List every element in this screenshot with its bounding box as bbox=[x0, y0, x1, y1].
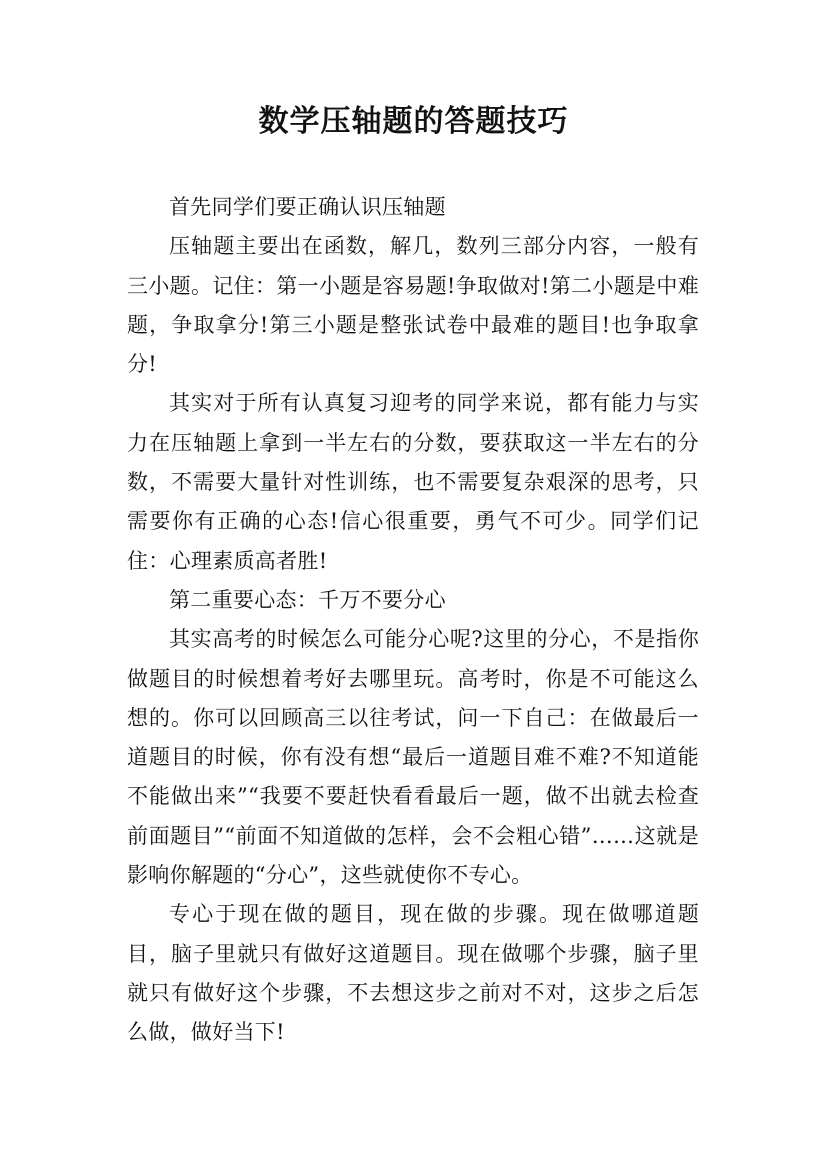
paragraph: 其实高考的时候怎么可能分心呢?这里的分心，不是指你做题目的时候想着考好去哪里玩。高考时，你是不可能这么想的。你可以回顾高三以往考试，问一下自己：在做最后一道题目的时候，你有没有想“最后一道题目难不难?不知道能不能做出来”“我要不要赶快看看最后一题，做不出就去检查前面题目”“前面不知道做的怎样，会不会粗心错”……这就是影响你解题的“分心”，这些就使你不专心。 bbox=[127, 627, 699, 888]
paragraph: 其实对于所有认真复习迎考的同学来说，都有能力与实力在压轴题上拿到一半左右的分数，要获取这一半左右的分数，不需要大量针对性训练，也不需要复杂艰深的思考，只需要你有正确的心态!信心很重要，勇气不可少。同学们记住：心理素质高者胜! bbox=[127, 391, 699, 573]
document-body bbox=[127, 188, 699, 1053]
paragraph: 压轴题主要出在函数，解几，数列三部分内容，一般有三小题。记住：第一小题是容易题!争取做对!第二小题是中难题，争取拿分!第三小题是整张试卷中最难的题目!也争取拿分! bbox=[127, 234, 699, 377]
page-title: 数学压轴题的答题技巧 bbox=[258, 104, 569, 139]
paragraph-heading-1: 首先同学们要正确认识压轴题 bbox=[169, 195, 446, 219]
paragraph-heading-2: 第二重要心态：千万不要分心 bbox=[169, 587, 446, 612]
paragraph: 专心于现在做的题目，现在做的步骤。现在做哪道题目，脑子里就只有做好这道题目。现在做哪个步骤，脑子里就只有做好这个步骤，不去想这步之前对不对，这步之后怎么做，做好当下! bbox=[127, 902, 699, 1045]
